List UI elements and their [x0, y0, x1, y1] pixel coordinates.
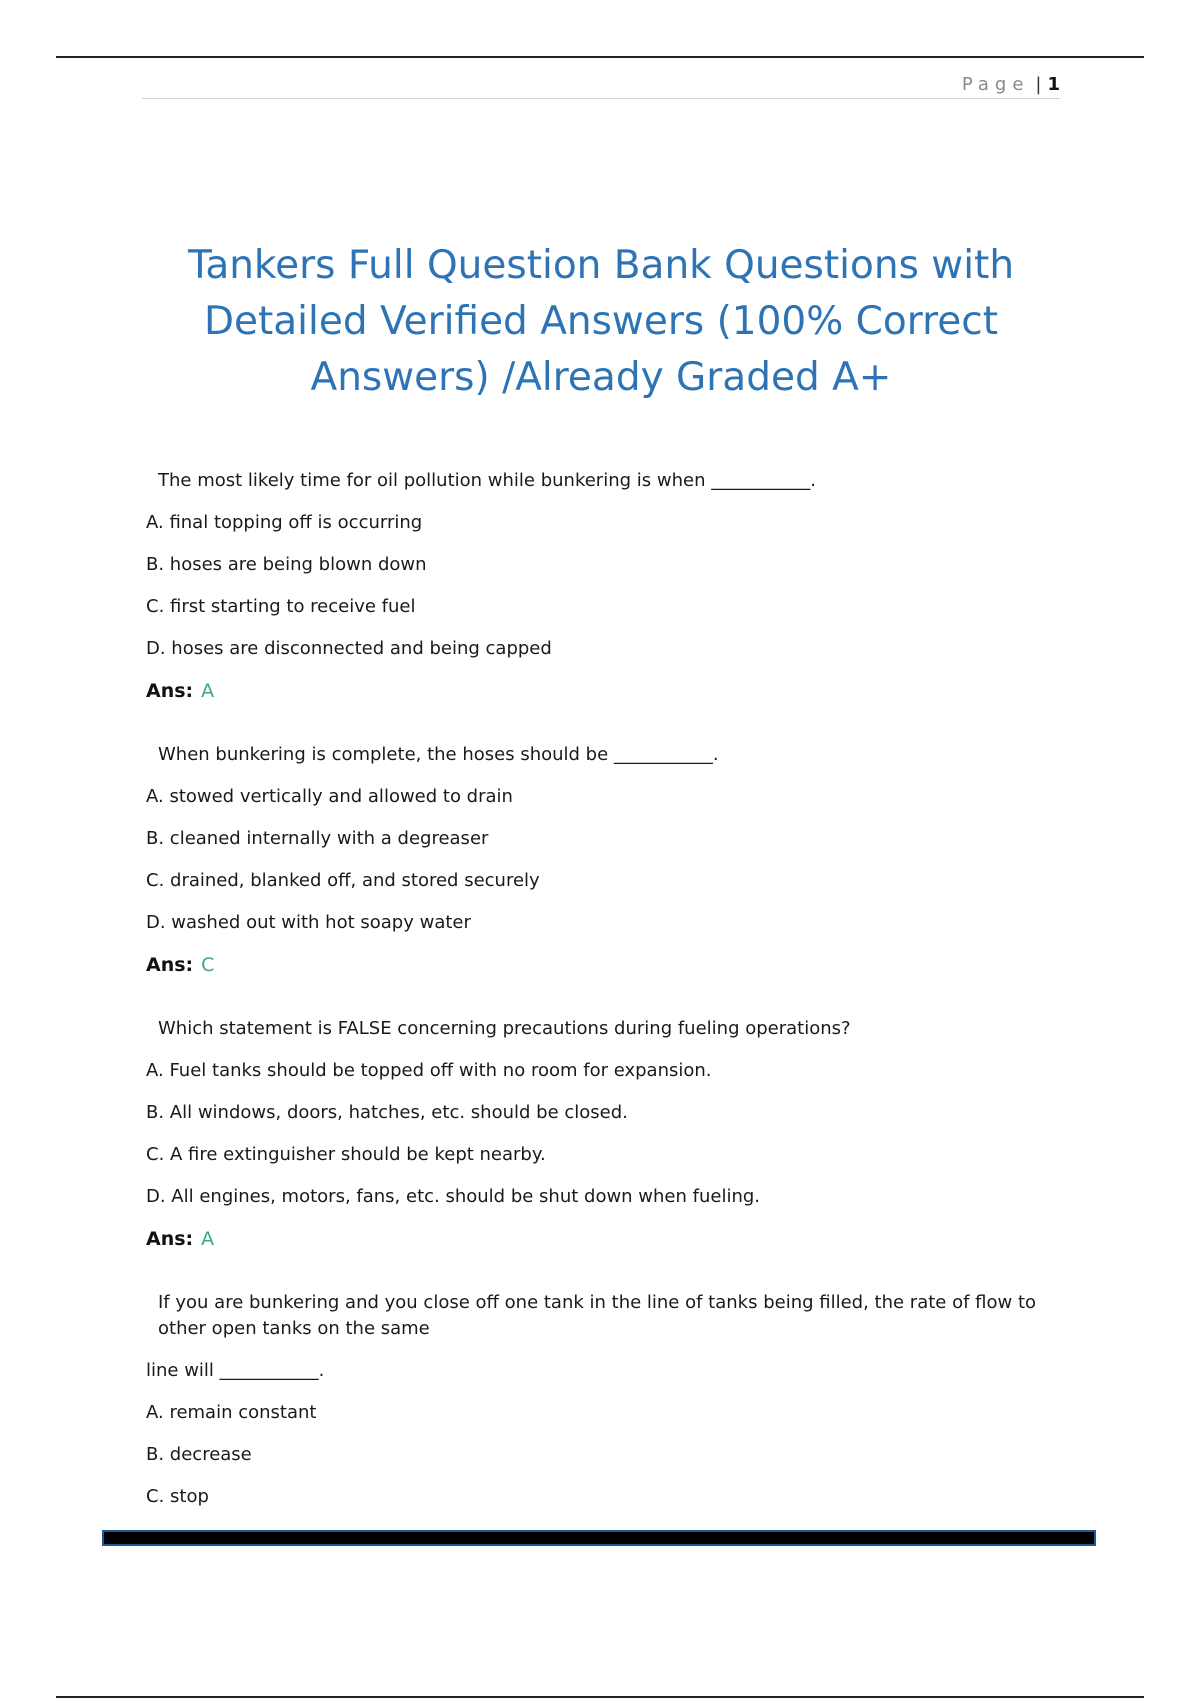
answer-value: A [201, 680, 215, 702]
top-rule [56, 56, 1144, 58]
page-header [142, 70, 1060, 99]
answer-label: Ans: [146, 1228, 194, 1250]
answer-label: Ans: [146, 680, 194, 702]
answer-option: C. first starting to receive fuel [146, 596, 416, 617]
answer-option: C. drained, blanked off, and stored securely [146, 870, 540, 891]
answer-option: A. remain constant [146, 1402, 317, 1423]
question-stem-continued: line will ___________. [146, 1360, 325, 1381]
question-2 [146, 742, 1046, 978]
question-stem: Which statement is FALSE concerning precautions during fueling operations? [158, 1018, 851, 1039]
answer-line [146, 1226, 1046, 1252]
answer-option: B. decrease [146, 1444, 252, 1465]
question-stem: The most likely time for oil pollution while bunkering is when ___________. [158, 470, 816, 491]
answer-option: D. All engines, motors, fans, etc. should be shut down when fueling. [146, 1186, 761, 1207]
question-stem: When bunkering is complete, the hoses should be ___________. [158, 744, 719, 765]
answer-line [146, 678, 1046, 704]
page-label: Page [961, 73, 1030, 95]
answer-option: B. hoses are being blown down [146, 554, 427, 575]
answer-option: D. washed out with hot soapy water [146, 912, 471, 933]
question-1 [146, 468, 1046, 704]
question-4 [146, 1290, 1046, 1510]
answer-option: A. final topping off is occurring [146, 512, 423, 533]
answer-label: Ans: [146, 954, 194, 976]
answer-option: B. cleaned internally with a degreaser [146, 828, 489, 849]
page-separator: | [1035, 73, 1042, 95]
answer-option: C. stop [146, 1486, 209, 1507]
answer-option: A. Fuel tanks should be topped off with no room for expansion. [146, 1060, 712, 1081]
answer-value: A [201, 1228, 215, 1250]
question-3 [146, 1016, 1046, 1252]
question-list [146, 468, 1046, 1530]
footer-bar [102, 1530, 1096, 1546]
page-number: 1 [1047, 73, 1060, 95]
answer-option: A. stowed vertically and allowed to drain [146, 786, 513, 807]
question-stem: If you are bunkering and you close off one tank in the line of tanks being filled, the rate of flow to other open tanks on the same [158, 1292, 1037, 1339]
answer-option: C. A fire extinguisher should be kept nearby. [146, 1144, 546, 1165]
answer-line [146, 952, 1046, 978]
bottom-rule [56, 1696, 1144, 1698]
answer-option: D. hoses are disconnected and being capped [146, 638, 552, 659]
answer-value: C [201, 954, 215, 976]
document-title: Tankers Full Question Bank Questions with Detailed Verified Answers (100% Correct Answers) /Already Graded A+ [187, 243, 1015, 400]
answer-option: B. All windows, doors, hatches, etc. should be closed. [146, 1102, 628, 1123]
